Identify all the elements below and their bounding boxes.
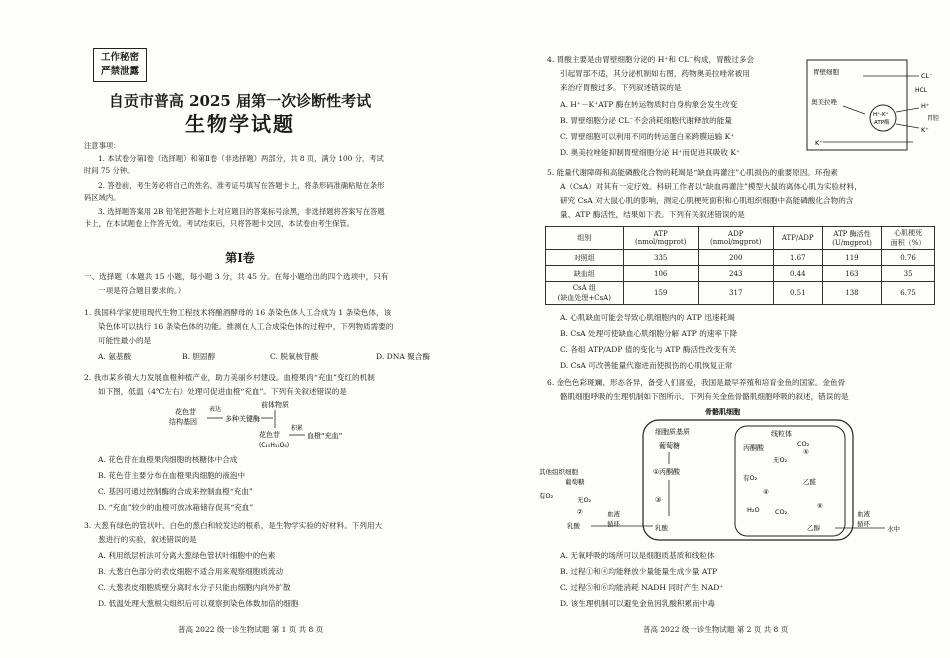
myocardium-data-table — [545, 226, 935, 305]
q5-option-d: D. CsA 可改善能量代谢进而使损伤的心肌恢复正常 — [560, 361, 733, 370]
other-cells-label: 其他组织细胞 — [539, 468, 578, 476]
table-cell: 6.75 — [882, 282, 935, 305]
q2-option-a: A. 花色苷在血橙果肉细胞的核糖体中合成 — [98, 455, 238, 464]
atpase-label: H⁺-K⁺ — [873, 112, 889, 118]
note-line: 时间 75 分钟。 — [84, 166, 135, 175]
q1-option-b: B. 胆固醇 — [182, 352, 216, 361]
q3-option-a: A. 利用纸层析法可分离大葱绿色管状叶细胞中的色素 — [98, 551, 276, 560]
notes-header: 注意事项： — [84, 141, 121, 150]
table-row — [546, 282, 935, 305]
gene-label-2: 结构基因 — [169, 418, 197, 426]
q1-stem: 可能性最小的是 — [98, 336, 152, 345]
table-cell: 0.44 — [773, 266, 822, 282]
o2-b: 有O₂ — [743, 474, 758, 482]
q2-option-c: C. 基因可通过控制酶的合成来控制血橙“充血” — [98, 487, 253, 496]
stamp-line: 工作秘密 — [100, 52, 139, 63]
enzymes-label: 多种关键酶 — [225, 415, 260, 423]
q4-stem: 引起胃部不适，其分泌机制如右图，药物奥美拉唑常被用 — [560, 69, 750, 78]
q2-stem: 如下图，低温（4℃左右）处理可促进血橙“充血”。下列有关叙述错误的是 — [98, 387, 347, 396]
ethanal-label: 乙醛 — [803, 478, 816, 486]
q5-option-a: A. 心肌缺血可能会导致心肌细胞内的 ATP 迅速耗竭 — [560, 313, 735, 322]
co2-b: CO₂ — [775, 508, 788, 516]
table-header: ATP/ADP — [773, 227, 822, 250]
ethanol-label: 乙醇 — [807, 524, 820, 532]
gastric-cell-diagram — [803, 56, 943, 156]
step-5: ⑤ — [803, 448, 809, 456]
q3-option-b: B. 大葱白色部分的表皮细胞不适合用来观察细胞质流动 — [98, 567, 284, 576]
lumen-label: 胃腔 — [927, 115, 940, 122]
table-cell: 35 — [882, 266, 935, 282]
step-1: ① — [653, 468, 660, 476]
q4-option-d: D. 奥美拉唑能抑制胃壁细胞分泌 H⁺而促进其吸收 K⁺ — [560, 148, 741, 157]
page-footer: 普高 2022 级一诊生物试题 第 2 页 共 8 页 — [643, 625, 789, 634]
table-cell: 0.51 — [773, 282, 822, 305]
section-title: 第Ⅰ卷 — [225, 251, 255, 265]
q1-stem: 染色体可以执行 16 条染色体的功能。推测在人工合成染色体的过程中，下列物质需要的 — [98, 322, 394, 331]
express-label: 表达 — [209, 406, 222, 413]
q1-option-d: D. DNA 聚合酶 — [376, 352, 431, 361]
precursor-label: 前体物质 — [261, 401, 289, 409]
h2o-label: H₂O — [747, 506, 760, 514]
table-cell: 119 — [822, 250, 881, 266]
glucose-label-2: 葡萄糖 — [565, 478, 585, 486]
exam-title: 自贡市普高 2025 届第一次诊断性考试 — [108, 92, 372, 110]
atpase-label-2: ATP酶 — [874, 120, 890, 126]
h-label: H⁺ — [921, 102, 930, 110]
table-cell: 335 — [623, 250, 698, 266]
confidential-stamp — [93, 48, 147, 82]
circulation-label-2: 循环 — [857, 520, 870, 528]
table-cell: 163 — [822, 266, 881, 282]
q6-stem: 骼肌细胞呼吸的生理机制如下图所示。下列有关金鱼骨骼肌细胞呼吸的叙述，错误的是 — [560, 392, 849, 401]
muscle-respiration-diagram — [535, 404, 915, 546]
note-line: 卡上，在本试题卷上作答无效。考试结束后，只将答题卡交回，本试卷由考生保管。 — [84, 219, 354, 228]
q4-option-c: C. 胃壁细胞可以利用不同的转运蛋白来跨膜运输 K⁺ — [560, 132, 735, 141]
q6-option-a: A. 无氧呼吸的场所可以是细胞质基质和线粒体 — [560, 551, 715, 560]
q5-stem: 5. 能量代谢障碍和高能磷酸化合物的耗竭是“缺血再灌注”心肌损伤的重要原因。环孢素 — [547, 168, 838, 177]
no-o2-a: 无O₂ — [577, 496, 592, 504]
right-page — [475, 0, 950, 658]
mito-label: 线粒体 — [771, 430, 792, 438]
exam-subtitle: 生物学试题 — [185, 112, 295, 136]
table-cell: 对照组 — [546, 250, 624, 266]
table-header-row — [546, 227, 935, 250]
k-label: K⁺ — [921, 126, 929, 134]
k-label-2: K⁺ — [815, 139, 823, 147]
q3-stem: 3. 大葱有绿色的管状叶、白色的葱白和较发达的根系，是生物学实验的好材料。下列用大 — [84, 521, 383, 530]
q4-option-b: B. 胃壁细胞分泌 CL⁻不会消耗细胞代谢释放的能量 — [560, 116, 732, 125]
table-cell: 159 — [623, 282, 698, 305]
q4-option-a: A. H⁺－K⁺ATP 酶在转运物质时自身构象会发生改变 — [560, 100, 738, 109]
o2-a: 有O₂ — [539, 492, 554, 500]
step-2: ② — [577, 508, 583, 516]
part-header: 一、选择题（本题共 15 小题，每小题 3 分，共 45 分。在每小题给出的四个选项中，只有 — [84, 272, 389, 281]
no-o2-b: 无O₂ — [773, 456, 788, 464]
lactate-a: 乳酸 — [567, 522, 580, 530]
formula-label: (C₁₅H₁₁O₆) — [259, 442, 290, 449]
product-label: 花色苷 — [259, 431, 280, 439]
q4-stem: 4. 胃酸主要是由胃壁细胞分泌的 H⁺和 CL⁻构成，胃酸过多会 — [547, 55, 755, 64]
co2-a: CO₂ — [797, 440, 810, 448]
table-row — [546, 250, 935, 266]
note-line: 1. 本试卷分第Ⅰ卷（选择题）和第Ⅱ卷（非选择题）两部分，共 8 页，满分 100 分，考试 — [98, 154, 384, 163]
stamp-line: 严禁泄露 — [100, 66, 139, 77]
q6-option-c: C. 过程⑤和⑥均能消耗 NADH 同时产生 NAD⁺ — [560, 583, 724, 592]
hcl-label: HCL — [915, 87, 928, 94]
note-line: 3. 选择题答案用 2B 铅笔把答题卡上对应题目的答案标号涂黑，非选择题将答案写在答题 — [98, 207, 385, 216]
q4-stem: 来治疗胃酸过多。下列叙述错误的是 — [560, 83, 682, 92]
blood-label-2: 血液 — [857, 510, 870, 518]
pyruvate-label: 丙酮酸 — [659, 468, 680, 476]
lactate-b: 乳酸 — [655, 524, 668, 532]
q1-stem: 1. 我国科学家使用现代生物工程技术将酿酒酵母的 16 条染色体人工合成为 1 条染色体，该 — [84, 308, 392, 317]
table-cell: 106 — [623, 266, 698, 282]
q6-option-b: B. 过程①和④均能释放少量能量生成少量 ATP — [560, 567, 718, 576]
drug-label: 奥美拉唑 — [811, 98, 837, 106]
pyruvate-label-2: 丙酮酸 — [743, 444, 764, 452]
q1-option-c: C. 脱氧核苷酸 — [270, 352, 319, 361]
q1-option-a: A. 氨基酸 — [98, 352, 132, 361]
step-4: ④ — [763, 488, 769, 496]
table-cell: 243 — [698, 266, 773, 282]
circulation-label: 循环 — [607, 520, 620, 528]
table-row — [546, 266, 935, 282]
table-header: 心肌梗死 面积（%） — [882, 227, 935, 250]
cytoplasm-label: 细胞质基质 — [655, 428, 690, 436]
table-cell: 1.67 — [773, 250, 822, 266]
q6-stem: 6. 金色色彩斑斓、形态各异，备受人们喜爱，我国是最早养殖和培育金鱼的国家。金鱼骨 — [547, 378, 846, 387]
page-footer: 普高 2022 级一诊生物试题 第 1 页 共 8 页 — [178, 625, 324, 634]
table-header: ATP 酶活性 (U/mgprot) — [822, 227, 881, 250]
diagram-title: 骨骼肌细胞 — [705, 408, 740, 416]
q5-stem: 量、ATP 酶活性，结果如下表。下列有关叙述错误的是 — [560, 210, 745, 219]
water-label: 水中 — [887, 525, 900, 533]
table-cell: 317 — [698, 282, 773, 305]
atpase-pump — [870, 105, 896, 131]
accumulate-label: 积累 — [291, 425, 304, 432]
result-label: 血橙“充血” — [307, 432, 343, 440]
q3-option-d: D. 低温处理大葱根尖组织后可以观察到染色体数加倍的细胞 — [98, 599, 299, 608]
table-cell: CsA 组 (缺血处理+CsA) — [546, 282, 624, 305]
q5-option-b: B. CsA 处理可使缺血心肌细胞分解 ATP 的速率下降 — [560, 329, 738, 338]
note-line: 码区域内。 — [84, 193, 121, 202]
q2-option-b: B. 花色苷主要分布在血橙果肉细胞的液泡中 — [98, 471, 246, 480]
table-header: 组别 — [546, 227, 624, 250]
gene-label: 花色苷 — [175, 408, 196, 416]
anthocyanin-pathway-diagram — [165, 398, 365, 450]
part-header: 一项是符合题目要求的。） — [98, 286, 186, 295]
table-header: ATP (nmol/mgprot) — [623, 227, 698, 250]
blood-label: 血液 — [607, 510, 620, 518]
q5-stem: A（CsA）对其有一定疗效。科研工作者以“缺血再灌注”模型大鼠的离体心肌为实验材料， — [560, 182, 862, 191]
note-line: 2. 答卷前，考生务必将自己的姓名、准考证号填写在答题卡上，将条形码准确粘贴在条形 — [98, 181, 385, 190]
q5-stem: 研究 CsA 对大鼠心肌的影响，测定心肌梗死面积和心肌组织细胞中高能磷酸化合物的含 — [560, 196, 854, 205]
inhibit-line — [843, 106, 865, 114]
q2-option-d: D. “充血”较少的血橙可放冰箱储存促其“充血” — [98, 503, 254, 512]
table-cell: 138 — [822, 282, 881, 305]
table-header: ADP (nmol/mgprot) — [698, 227, 773, 250]
table-cell: 200 — [698, 250, 773, 266]
q6-option-d: D. 该生理机制可以避免金鱼因乳酸积累而中毒 — [560, 599, 715, 608]
glucose-label: 葡萄糖 — [659, 442, 680, 450]
table-cell: 0.76 — [882, 250, 935, 266]
q5-option-c: C. 各组 ATP/ADP 值的变化与 ATP 酶活性改变有关 — [560, 345, 737, 354]
q3-option-c: C. 大葱表皮细胞质壁分离时水分子只能由细胞内向外扩散 — [98, 583, 291, 592]
step-6: ⑥ — [817, 502, 823, 510]
step-3: ③ — [655, 496, 662, 504]
cl-label: CL⁻ — [921, 72, 933, 80]
cell-label: 胃壁细胞 — [813, 68, 839, 76]
table-cell: 缺血组 — [546, 266, 624, 282]
q2-stem: 2. 我市某乡镇大力发展血橙种植产业，助力美丽乡村建设。血橙果肉“充血”变红的机制 — [84, 373, 375, 382]
q3-stem: 葱进行的实验，叙述错误的是 — [98, 535, 197, 544]
